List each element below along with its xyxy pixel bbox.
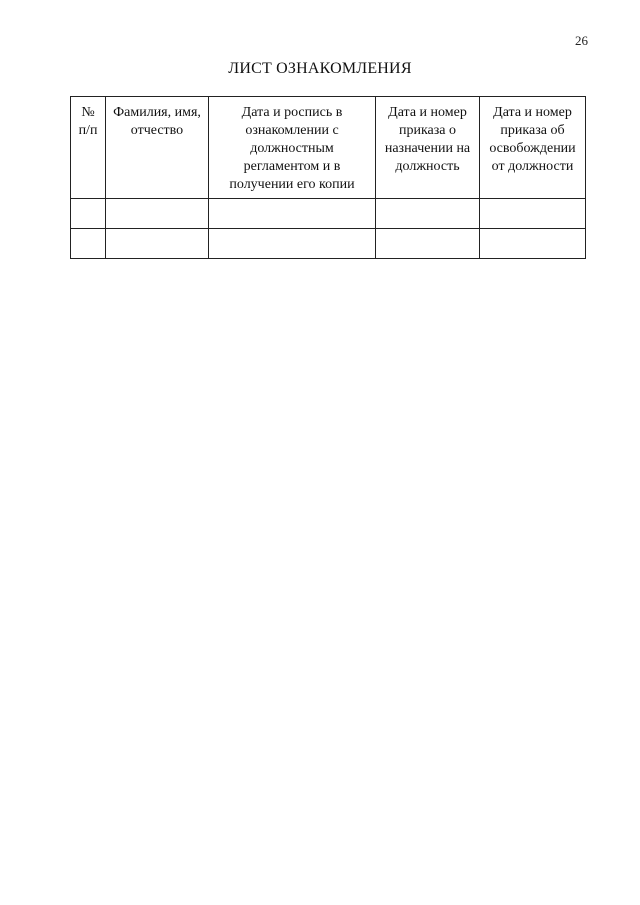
cell-release-order[interactable] [480, 229, 586, 259]
header-signature-date [209, 97, 376, 199]
acknowledgement-table [70, 96, 586, 259]
table-header-row [71, 97, 586, 199]
cell-number[interactable] [71, 229, 106, 259]
cell-appointment-order[interactable] [376, 199, 480, 229]
cell-release-order[interactable] [480, 199, 586, 229]
cell-signature-date[interactable] [209, 199, 376, 229]
header-release-order-label: Дата и номер приказа об освобождении от должности [489, 105, 576, 174]
header-number-label: № п/п [78, 105, 98, 138]
header-release-order [480, 97, 586, 199]
header-full-name [106, 97, 209, 199]
cell-signature-date[interactable] [209, 229, 376, 259]
header-appointment-order [376, 97, 480, 199]
header-appointment-order-label: Дата и номер приказа о назначении на должность [384, 105, 471, 174]
cell-full-name[interactable] [106, 229, 209, 259]
page-title: ЛИСТ ОЗНАКОМЛЕНИЯ [228, 60, 412, 77]
cell-number[interactable] [71, 199, 106, 229]
header-signature-date-label: Дата и роспись в ознакомлении с должностным регламентом и в получении его копии [229, 105, 355, 192]
cell-full-name[interactable] [106, 199, 209, 229]
table-row [71, 229, 586, 259]
cell-appointment-order[interactable] [376, 229, 480, 259]
header-full-name-label: Фамилия, имя, отчество [113, 105, 201, 138]
table-row [71, 199, 586, 229]
header-number [71, 97, 106, 199]
page-number: 26 [575, 33, 588, 48]
